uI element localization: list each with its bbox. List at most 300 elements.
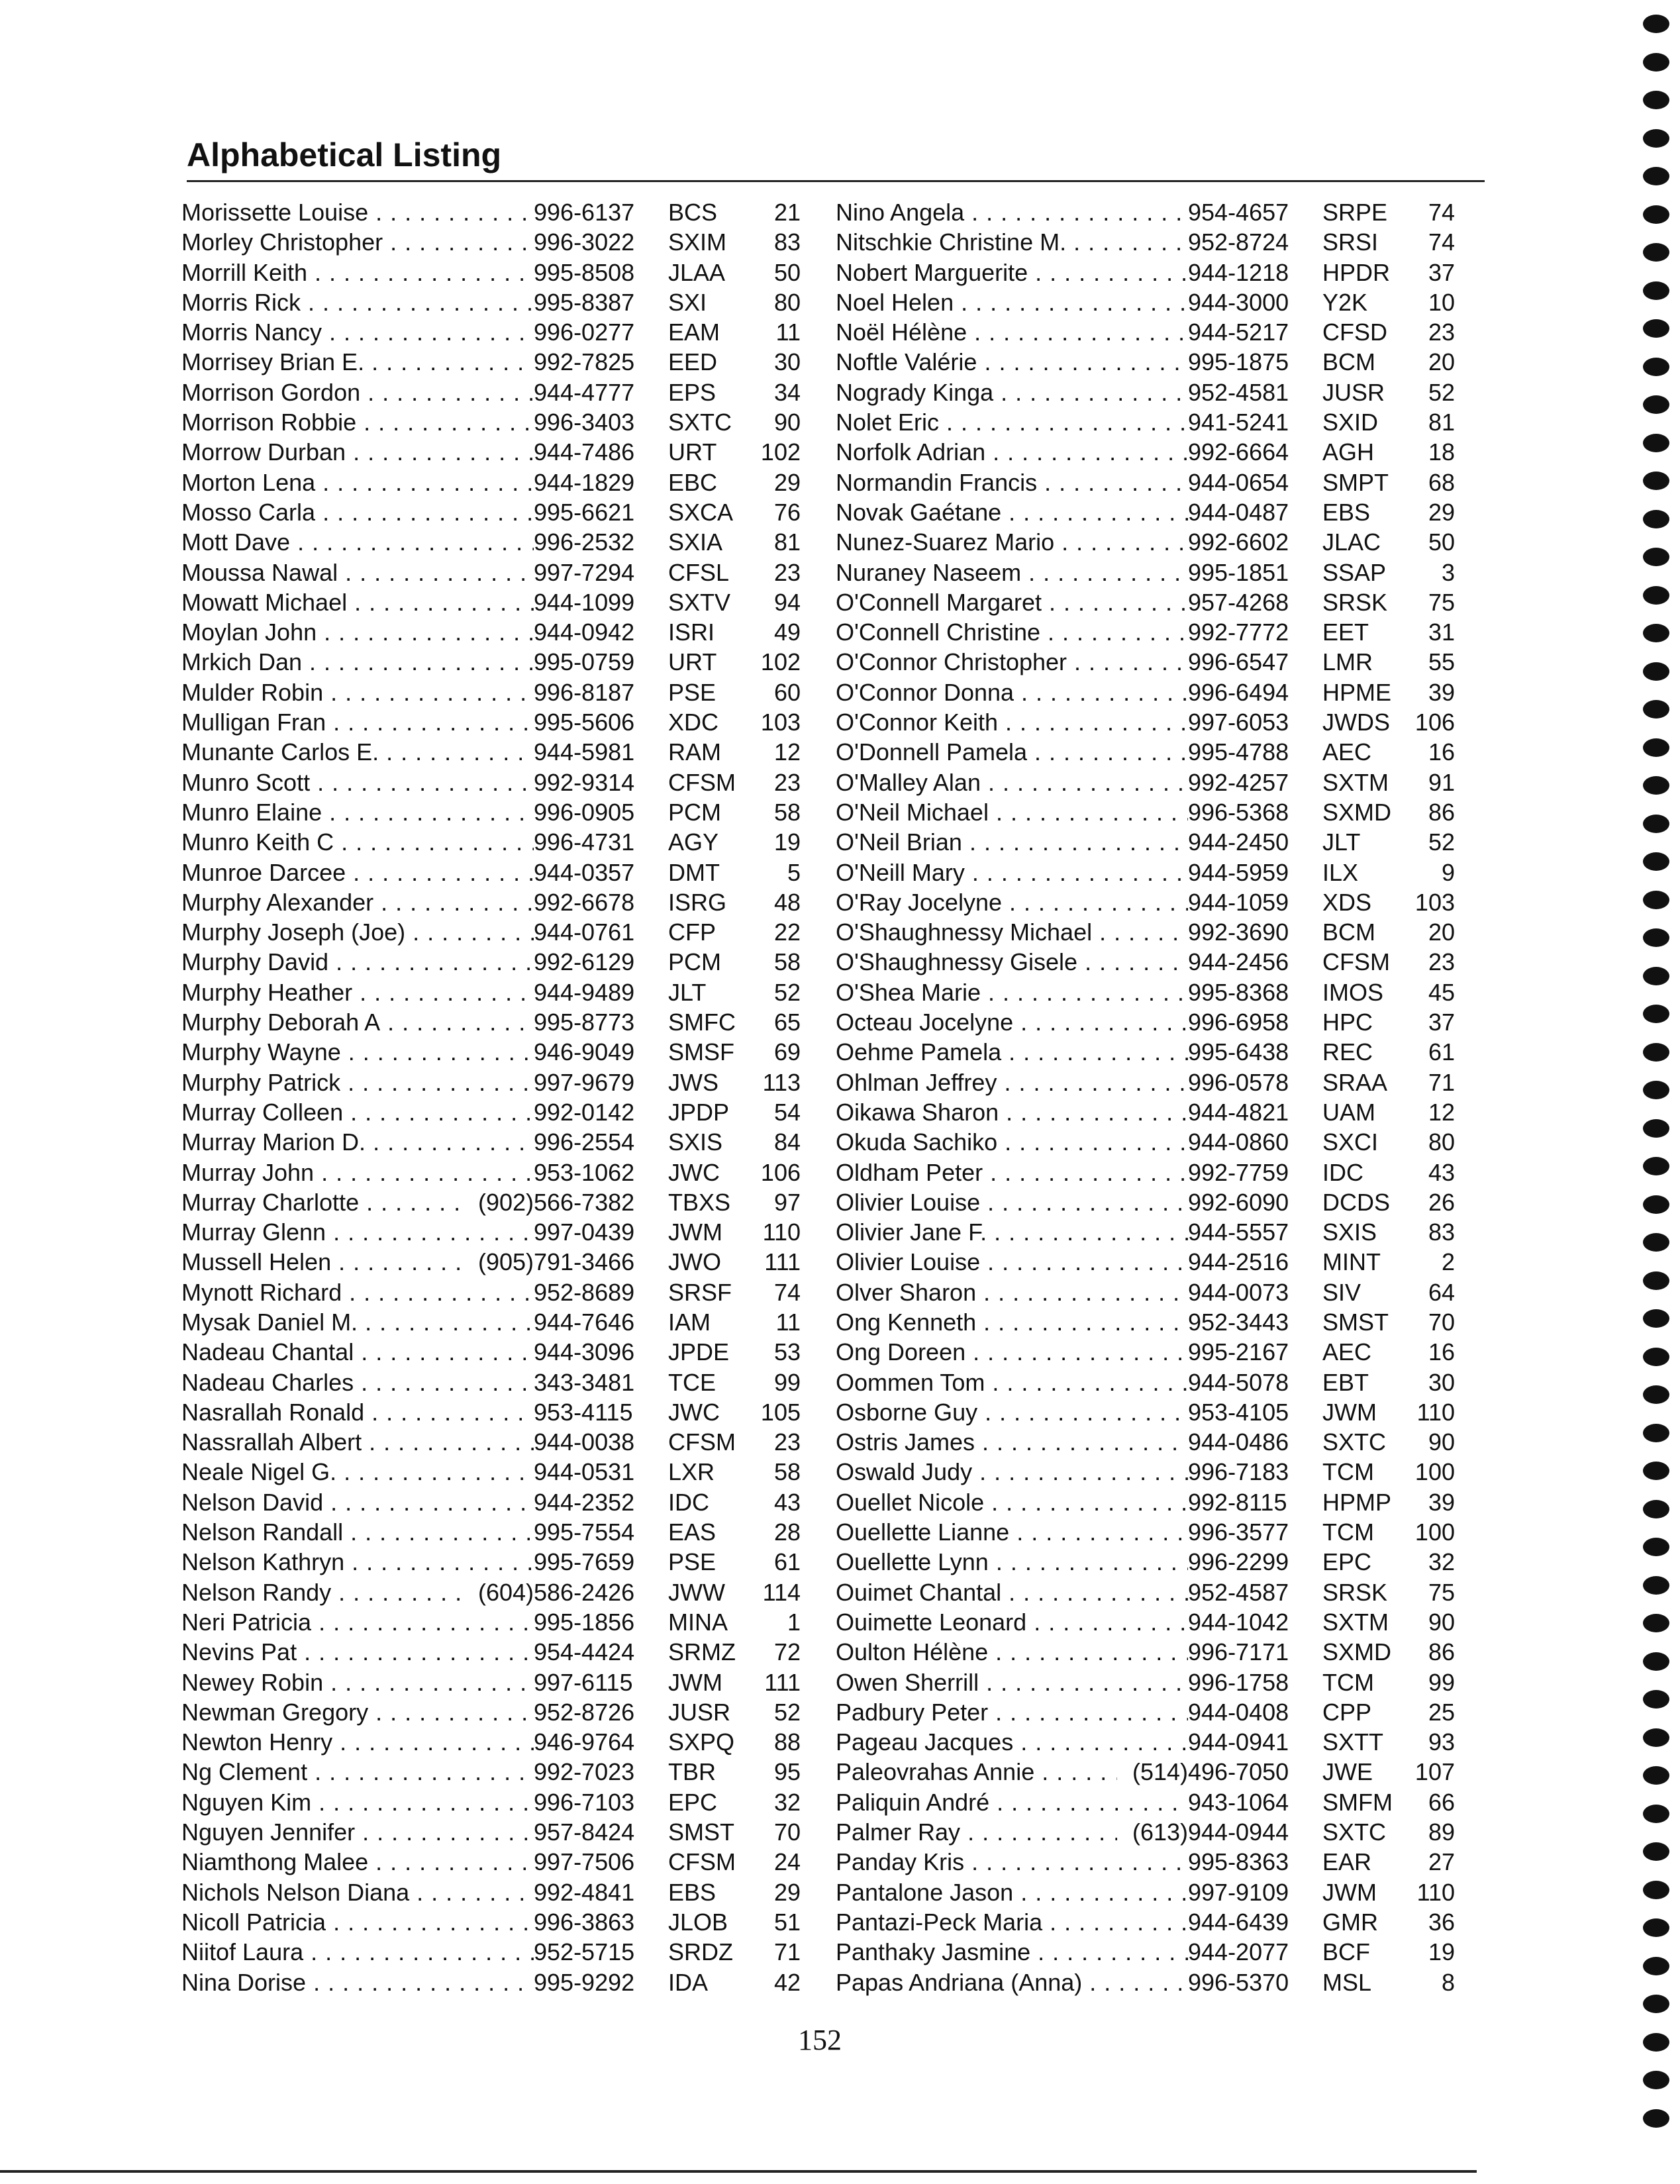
entry-room: 75: [1428, 588, 1455, 616]
directory-entry: [836, 1277, 1471, 1307]
entry-department: XDS: [1322, 888, 1372, 916]
directory-entry: [181, 1247, 817, 1277]
entry-department: EAM: [668, 319, 720, 346]
entry-room: 58: [773, 948, 801, 976]
entry-room: 54: [773, 1098, 801, 1126]
entry-department: SMST: [1322, 1308, 1389, 1336]
entry-phone: 997-6115: [534, 1667, 633, 1697]
entry-name: Nolet Eric . . .: [836, 407, 1188, 437]
entry-department: SMFM: [1322, 1788, 1393, 1816]
binding-hole: [1643, 1500, 1669, 1518]
entry-name: Nuraney Naseem . . .: [836, 558, 1188, 587]
entry-room: 114: [762, 1578, 801, 1606]
entry-phone: 995-8508: [534, 258, 633, 287]
entry-department: TCE: [668, 1368, 716, 1396]
binding-hole: [1643, 1842, 1669, 1861]
entry-department: HPME: [1322, 678, 1392, 706]
directory-entry: [181, 377, 817, 407]
entry-room: 90: [773, 409, 801, 436]
directory-entry: [836, 858, 1471, 887]
entry-phone: 992-6090: [1188, 1187, 1287, 1217]
directory-entry: [836, 737, 1471, 767]
entry-department: SXIS: [1322, 1218, 1377, 1246]
entry-area-code: (902): [463, 1187, 534, 1217]
directory-entry: [181, 887, 817, 917]
entry-name: Nichols Nelson Diana . . .: [181, 1877, 534, 1907]
directory-entry: [836, 1907, 1471, 1937]
binding-hole: [1643, 1005, 1669, 1023]
entry-department: JWM: [1322, 1398, 1377, 1426]
entry-name: Mysak Daniel M. . . .: [181, 1307, 534, 1337]
entry-name: Novak Gaétane . . .: [836, 497, 1188, 527]
directory-entry: [181, 1127, 817, 1157]
entry-department: SRAA: [1322, 1068, 1388, 1096]
entry-room: 39: [1428, 1488, 1455, 1516]
entry-department: TBXS: [668, 1188, 731, 1216]
entry-phone: 944-9489: [534, 977, 633, 1007]
directory-entry: [836, 617, 1471, 647]
binding-hole: [1643, 891, 1669, 909]
binding-hole: [1643, 319, 1669, 338]
entry-department: JUSR: [668, 1698, 731, 1726]
entry-room: 43: [1428, 1158, 1455, 1186]
entry-phone: 952-8689: [534, 1277, 633, 1307]
entry-room: 23: [773, 558, 801, 586]
entry-room: 30: [1428, 1368, 1455, 1396]
entry-name: Niamthong Malee . . .: [181, 1847, 534, 1877]
entry-name: Olver Sharon . . .: [836, 1277, 1188, 1307]
entry-phone: 944-0654: [1188, 468, 1287, 497]
directory-entry: [181, 1877, 817, 1907]
entry-name: Okuda Sachiko . . .: [836, 1127, 1188, 1157]
directory-entry: [836, 917, 1471, 947]
entry-department: TCM: [1322, 1458, 1374, 1486]
binding-hole: [1643, 434, 1669, 452]
binding-hole: [1643, 738, 1669, 757]
entry-phone: 941-5241: [1188, 407, 1287, 437]
entry-phone: 995-8368: [1188, 977, 1287, 1007]
entry-name: Munro Keith C . . .: [181, 827, 534, 857]
entry-department: AEC: [1322, 1338, 1372, 1366]
directory-entry: [836, 1547, 1471, 1577]
entry-department: TBR: [668, 1758, 716, 1786]
entry-department: IMOS: [1322, 978, 1384, 1006]
entry-department: URT: [668, 438, 717, 466]
entry-department: JWW: [668, 1578, 725, 1606]
entry-room: 37: [1428, 258, 1455, 286]
entry-phone: 996-4731: [534, 827, 633, 857]
entry-department: SXTV: [668, 588, 731, 616]
entry-name: Nevins Pat . . .: [181, 1637, 534, 1667]
entry-department: EBS: [668, 1878, 716, 1906]
entry-room: 86: [1428, 1638, 1455, 1666]
entry-phone: 953-4115: [534, 1397, 633, 1427]
entry-phone: 995-9292: [534, 1967, 633, 1997]
entry-name: Newton Henry . . .: [181, 1727, 534, 1757]
entry-phone: 343-3481: [534, 1367, 633, 1397]
directory-entry: [836, 437, 1471, 467]
binding-hole: [1643, 1424, 1669, 1442]
entry-name: Oulton Hélène . . .: [836, 1637, 1188, 1667]
entry-phone: 992-7772: [1188, 617, 1287, 647]
entry-phone: 995-6621: [534, 497, 633, 527]
entry-name: Morrisey Brian E. . . .: [181, 347, 534, 377]
entry-room: 71: [773, 1938, 801, 1966]
entry-name: Ng Clement . . .: [181, 1757, 534, 1787]
entry-department: IDA: [668, 1968, 709, 1996]
directory-entry: [836, 1457, 1471, 1487]
binding-hole: [1643, 1576, 1669, 1595]
entry-room: 48: [773, 888, 801, 916]
entry-name: Pantazi-Peck Maria . . .: [836, 1907, 1188, 1937]
entry-phone: 992-7825: [534, 347, 633, 377]
entry-room: 61: [773, 1548, 801, 1576]
entry-phone: 953-1062: [534, 1158, 633, 1187]
directory-entry: [836, 1697, 1471, 1727]
directory-entry: [181, 1667, 817, 1697]
directory-entry: [836, 1817, 1471, 1847]
directory-entry: [836, 707, 1471, 737]
entry-name: Murphy Wayne . . .: [181, 1037, 534, 1067]
entry-name: Neri Patricia . . .: [181, 1607, 534, 1637]
entry-room: 22: [773, 918, 801, 946]
binding-holes: [1634, 0, 1680, 2184]
entry-phone: 992-8115: [1188, 1487, 1287, 1517]
entry-department: XDC: [668, 709, 719, 736]
entry-room: 106: [1414, 709, 1455, 736]
entry-department: JWC: [668, 1398, 720, 1426]
entry-room: 80: [1428, 1128, 1455, 1156]
entry-name: Mussell Helen . . .: [181, 1247, 534, 1277]
entry-department: LMR: [1322, 648, 1373, 676]
entry-room: 74: [773, 1278, 801, 1306]
entry-name: O'Neil Brian . . .: [836, 827, 1188, 857]
entry-name: Paleovrahas Annie . . .: [836, 1757, 1188, 1787]
entry-room: 49: [773, 619, 801, 646]
entry-room: 93: [1428, 1728, 1455, 1756]
entry-room: 29: [773, 468, 801, 496]
entry-phone: 996-6958: [1188, 1007, 1287, 1037]
directory-entry: [181, 827, 817, 857]
entry-room: 2: [1441, 1248, 1455, 1276]
entry-name: Neale Nigel G. . . .: [181, 1457, 534, 1487]
entry-room: 90: [1428, 1608, 1455, 1636]
entry-room: 61: [1428, 1038, 1455, 1066]
binding-hole: [1643, 1157, 1669, 1175]
entry-name: Murphy Joseph (Joe) . . .: [181, 917, 534, 947]
entry-phone: 944-0073: [1188, 1277, 1287, 1307]
entry-phone: 944-0408: [1188, 1697, 1287, 1727]
entry-phone: 997-9679: [534, 1067, 633, 1097]
entry-name: Nina Dorise . . .: [181, 1967, 534, 1997]
entry-phone: 996-3403: [534, 407, 633, 437]
entry-phone: 996-0905: [534, 797, 633, 827]
directory-entry: [836, 1037, 1471, 1067]
entry-name: Oehme Pamela . . .: [836, 1037, 1188, 1067]
entry-phone: 992-9314: [534, 768, 633, 797]
directory-entry: [836, 1337, 1471, 1367]
entry-room: 10: [1428, 288, 1455, 316]
entry-room: 9: [1441, 858, 1455, 886]
entry-department: SXI: [668, 288, 707, 316]
entry-room: 1: [787, 1608, 801, 1636]
entry-room: 113: [762, 1068, 801, 1096]
entry-name: Ouimette Leonard . . .: [836, 1607, 1188, 1637]
directory-entry: [181, 468, 817, 497]
entry-room: 12: [773, 738, 801, 766]
entry-department: CFSL: [668, 558, 730, 586]
directory-entry: [836, 587, 1471, 617]
entry-phone: 996-7103: [534, 1787, 633, 1817]
entry-department: REC: [1322, 1038, 1373, 1066]
entry-name: Oswald Judy . . .: [836, 1457, 1188, 1487]
entry-department: JPDP: [668, 1098, 730, 1126]
entry-phone: 997-0439: [534, 1217, 633, 1247]
entry-phone: 996-2532: [534, 527, 633, 557]
entry-department: SSAP: [1322, 558, 1387, 586]
entry-department: SRSK: [1322, 588, 1388, 616]
entry-name: Owen Sherrill . . .: [836, 1667, 1188, 1697]
binding-hole: [1643, 1348, 1669, 1366]
entry-department: SXTC: [1322, 1818, 1387, 1846]
binding-hole: [1643, 1652, 1669, 1671]
directory-entry: [181, 587, 817, 617]
entry-name: Nogrady Kinga . . .: [836, 377, 1188, 407]
entry-name: Papas Andriana (Anna) . . .: [836, 1967, 1188, 1997]
directory-entry: [836, 407, 1471, 437]
entry-room: 52: [773, 978, 801, 1006]
entry-department: JWM: [1322, 1878, 1377, 1906]
directory-entry: [181, 227, 817, 257]
entry-department: GMR: [1322, 1908, 1378, 1936]
binding-hole: [1643, 395, 1669, 414]
directory-entry: [836, 347, 1471, 377]
entry-department: SRDZ: [668, 1938, 733, 1966]
entry-phone: 944-1099: [534, 587, 633, 617]
entry-phone: 944-1059: [1188, 887, 1287, 917]
entry-phone: 992-4841: [534, 1877, 633, 1907]
directory-entry: [836, 1607, 1471, 1637]
entry-name: Morrow Durban . . .: [181, 437, 534, 467]
entry-department: JLAC: [1322, 528, 1381, 556]
entry-room: 99: [773, 1368, 801, 1396]
entry-phone: 944-1042: [1188, 1607, 1287, 1637]
entry-room: 110: [1416, 1878, 1455, 1906]
directory-entry: [836, 1757, 1471, 1787]
entry-room: 75: [1428, 1578, 1455, 1606]
entry-department: CFSM: [668, 768, 736, 796]
entry-name: O'Malley Alan . . .: [836, 768, 1188, 797]
entry-name: Mulder Robin . . .: [181, 677, 534, 707]
entry-room: 27: [1428, 1848, 1455, 1876]
entry-room: 76: [773, 498, 801, 526]
binding-hole: [1643, 1957, 1669, 1975]
entry-phone: 944-5959: [1188, 858, 1287, 887]
entry-room: 105: [760, 1398, 801, 1426]
entry-phone: 995-6438: [1188, 1037, 1287, 1067]
entry-room: 74: [1428, 199, 1455, 226]
directory-entry: [181, 1307, 817, 1337]
entry-department: TCM: [1322, 1668, 1374, 1696]
entry-department: CFSM: [668, 1428, 736, 1456]
binding-hole: [1643, 15, 1669, 33]
entry-phone: 995-8363: [1188, 1847, 1287, 1877]
entry-name: Munro Scott . . .: [181, 768, 534, 797]
binding-hole: [1643, 1995, 1669, 2013]
entry-room: 58: [773, 1458, 801, 1486]
entry-phone: 992-3690: [1188, 917, 1287, 947]
directory-entry: [181, 558, 817, 587]
entry-room: 102: [760, 648, 801, 676]
entry-name: Morton Lena . . .: [181, 468, 534, 497]
directory-entry: [836, 1427, 1471, 1457]
entry-room: 43: [773, 1488, 801, 1516]
entry-phone: 952-4587: [1188, 1577, 1287, 1607]
entry-department: CFP: [668, 918, 716, 946]
directory-entry: [836, 1517, 1471, 1547]
entry-room: 81: [773, 528, 801, 556]
directory-entry: [836, 947, 1471, 977]
entry-phone: 996-0277: [534, 317, 633, 347]
entry-department: JWM: [668, 1668, 722, 1696]
entry-name: Murphy David . . .: [181, 947, 534, 977]
entry-name: O'Connell Christine . . .: [836, 617, 1188, 647]
directory-entry: [181, 1757, 817, 1787]
entry-department: DCDS: [1322, 1188, 1391, 1216]
entry-department: Y2K: [1322, 288, 1368, 316]
entry-room: 51: [773, 1908, 801, 1936]
entry-room: 50: [1428, 528, 1455, 556]
entry-phone: 944-5078: [1188, 1367, 1287, 1397]
entry-room: 70: [1428, 1308, 1455, 1336]
binding-hole: [1643, 510, 1669, 528]
binding-hole: [1643, 662, 1669, 681]
entry-name: Norfolk Adrian . . .: [836, 437, 1188, 467]
entry-name: Palmer Ray . . .: [836, 1817, 1188, 1847]
directory-entry: [181, 797, 817, 827]
entry-department: CFSM: [1322, 948, 1390, 976]
directory-entry: [181, 1067, 817, 1097]
directory-entry: [836, 1007, 1471, 1037]
directory-entry: [181, 317, 817, 347]
directory-entry: [836, 497, 1471, 527]
entry-room: 50: [773, 258, 801, 286]
entry-room: 107: [1414, 1758, 1455, 1786]
directory-entry: [181, 1367, 817, 1397]
directory-entry: [181, 1397, 817, 1427]
entry-department: JPDE: [668, 1338, 730, 1366]
entry-department: IDC: [1322, 1158, 1363, 1186]
entry-room: 100: [1414, 1518, 1455, 1546]
entry-name: Moussa Nawal . . .: [181, 558, 534, 587]
binding-hole: [1643, 1690, 1669, 1709]
entry-phone: 944-0761: [534, 917, 633, 947]
entry-department: EBS: [1322, 498, 1371, 526]
binding-hole: [1643, 624, 1669, 642]
listing-column-left: [181, 197, 817, 1997]
binding-hole: [1643, 1385, 1669, 1404]
entry-room: 11: [775, 1308, 801, 1336]
entry-department: SXIA: [668, 528, 723, 556]
binding-hole: [1643, 1918, 1669, 1937]
entry-name: Oldham Peter . . .: [836, 1158, 1188, 1187]
entry-phone: 944-1218: [1188, 258, 1287, 287]
entry-department: JUSR: [1322, 378, 1385, 406]
entry-room: 65: [773, 1009, 801, 1036]
entry-department: SRSI: [1322, 228, 1379, 256]
entry-room: 20: [1428, 918, 1455, 946]
entry-phone: 992-4257: [1188, 768, 1287, 797]
entry-department: AGH: [1322, 438, 1375, 466]
directory-entry: [181, 1158, 817, 1187]
entry-phone: 996-8187: [534, 677, 633, 707]
entry-name: Ostris James . . .: [836, 1427, 1188, 1457]
listing-column-right: [836, 197, 1471, 1997]
directory-entry: [181, 1517, 817, 1547]
entry-phone: 944-0941: [1188, 1727, 1287, 1757]
entry-name: Morris Nancy . . .: [181, 317, 534, 347]
entry-department: SXTC: [1322, 1428, 1387, 1456]
entry-phone: 992-7759: [1188, 1158, 1287, 1187]
entry-department: EBT: [1322, 1368, 1369, 1396]
entry-name: Ohlman Jeffrey . . .: [836, 1067, 1188, 1097]
entry-phone: 944-0357: [534, 858, 633, 887]
directory-entry: [836, 287, 1471, 317]
entry-name: Nguyen Jennifer . . .: [181, 1817, 534, 1847]
entry-name: O'Connor Donna . . .: [836, 677, 1188, 707]
entry-name: Panthaky Jasmine . . .: [836, 1937, 1188, 1967]
entry-department: SIV: [1322, 1278, 1361, 1306]
directory-entry: [836, 1367, 1471, 1397]
directory-entry: [181, 1187, 817, 1217]
entry-phone: 944-2456: [1188, 947, 1287, 977]
entry-name: Nguyen Kim . . .: [181, 1787, 534, 1817]
directory-entry: [836, 1937, 1471, 1967]
entry-name: Mott Dave . . .: [181, 527, 534, 557]
entry-name: Newey Robin . . .: [181, 1667, 534, 1697]
entry-phone: 957-8424: [534, 1817, 633, 1847]
entry-room: 34: [773, 378, 801, 406]
entry-department: ISRG: [668, 888, 727, 916]
entry-name: Ong Doreen . . .: [836, 1337, 1188, 1367]
bottom-rule: [0, 2170, 1477, 2173]
entry-room: 64: [1428, 1278, 1455, 1306]
entry-phone: 996-3577: [1188, 1517, 1287, 1547]
entry-phone: 996-5368: [1188, 797, 1287, 827]
entry-department: AGY: [668, 828, 719, 856]
entry-name: Normandin Francis . . .: [836, 468, 1188, 497]
directory-entry: [181, 347, 817, 377]
entry-name: O'Connor Christopher . . .: [836, 647, 1188, 677]
entry-name: Nitschkie Christine M. . . .: [836, 227, 1188, 257]
directory-entry: [836, 797, 1471, 827]
entry-department: SXID: [1322, 409, 1379, 436]
entry-name: O'Shea Marie . . .: [836, 977, 1188, 1007]
entry-phone: 944-7646: [534, 1307, 633, 1337]
entry-name: Noftle Valérie . . .: [836, 347, 1188, 377]
directory-entry: [181, 1577, 817, 1607]
binding-hole: [1643, 700, 1669, 719]
directory-entry: [181, 1787, 817, 1817]
entry-room: 3: [1441, 558, 1455, 586]
entry-phone: 952-3443: [1188, 1307, 1287, 1337]
directory-entry: [836, 317, 1471, 347]
entry-name: Nelson Randall . . .: [181, 1517, 534, 1547]
entry-department: URT: [668, 648, 717, 676]
entry-phone: 943-1064: [1188, 1787, 1287, 1817]
entry-name: Ouellette Lynn . . .: [836, 1547, 1188, 1577]
entry-room: 23: [1428, 319, 1455, 346]
